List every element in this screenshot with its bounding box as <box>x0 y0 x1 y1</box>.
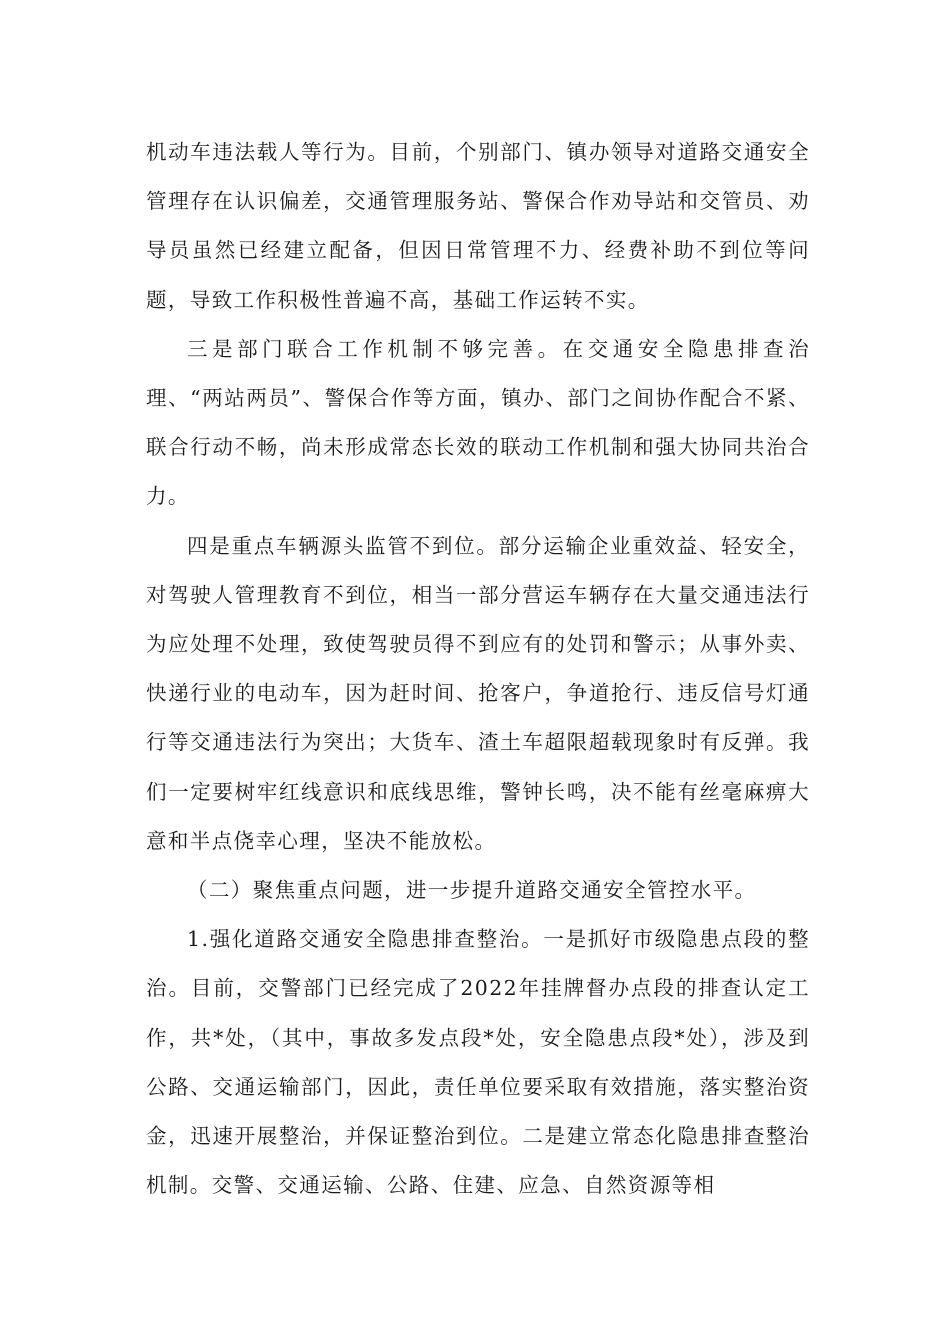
paragraph-continuation: 机动车违法载人等行为。目前，个别部门、镇办领导对道路交通安全管理存在认识偏差，交通管理服务站、警保合作劝导站和交管员、劝导员虽然已经建立配备，但因日常管理不力、经费补助不到位等问题，导致工作积极性普遍不高，基础工作运转不实。 <box>146 140 810 312</box>
section-heading-two: （二）聚焦重点问题，进一步提升道路交通安全管控水平。 <box>187 878 757 903</box>
paragraph-item-one: 1.强化道路交通安全隐患排查整治。一是抓好市级隐患点段的整治。目前，交警部门已经完成了2022年挂牌督办点段的排查认定工作，共*处，（其中，事故多发点段*处，安全隐患点段*处），涉及到公路、交通运输部门，因此，责任单位要采取有效措施，落实整治资金，迅速开展整治，并保证整治到位。二是建立常态化隐患排查整治机制。交警、交通运输、公路、住建、应急、自然资源等相 <box>146 927 810 1198</box>
document-body <box>146 128 810 1210</box>
paragraph-point-four: 四是重点车辆源头监管不到位。部分运输企业重效益、轻安全，对驾驶人管理教育不到位，相当一部分营运车辆存在大量交通违法行为应处理不处理，致使驾驶员得不到应有的处罚和警示；从事外卖、快递行业的电动车，因为赶时间、抢客户，争道抢行、违反信号灯通行等交通违法行为突出；大货车、渣土车超限超载现象时有反弹。我们一定要树牢红线意识和底线思维，警钟长鸣，决不能有丝毫麻痹大意和半点侥幸心理，坚决不能放松。 <box>146 533 810 853</box>
paragraph-point-three: 三是部门联合工作机制不够完善。在交通安全隐患排查治理、“两站两员”、警保合作等方面，镇办、部门之间协作配合不紧、联合行动不畅，尚未形成常态长效的联动工作机制和强大协同共治合力。 <box>146 336 810 509</box>
